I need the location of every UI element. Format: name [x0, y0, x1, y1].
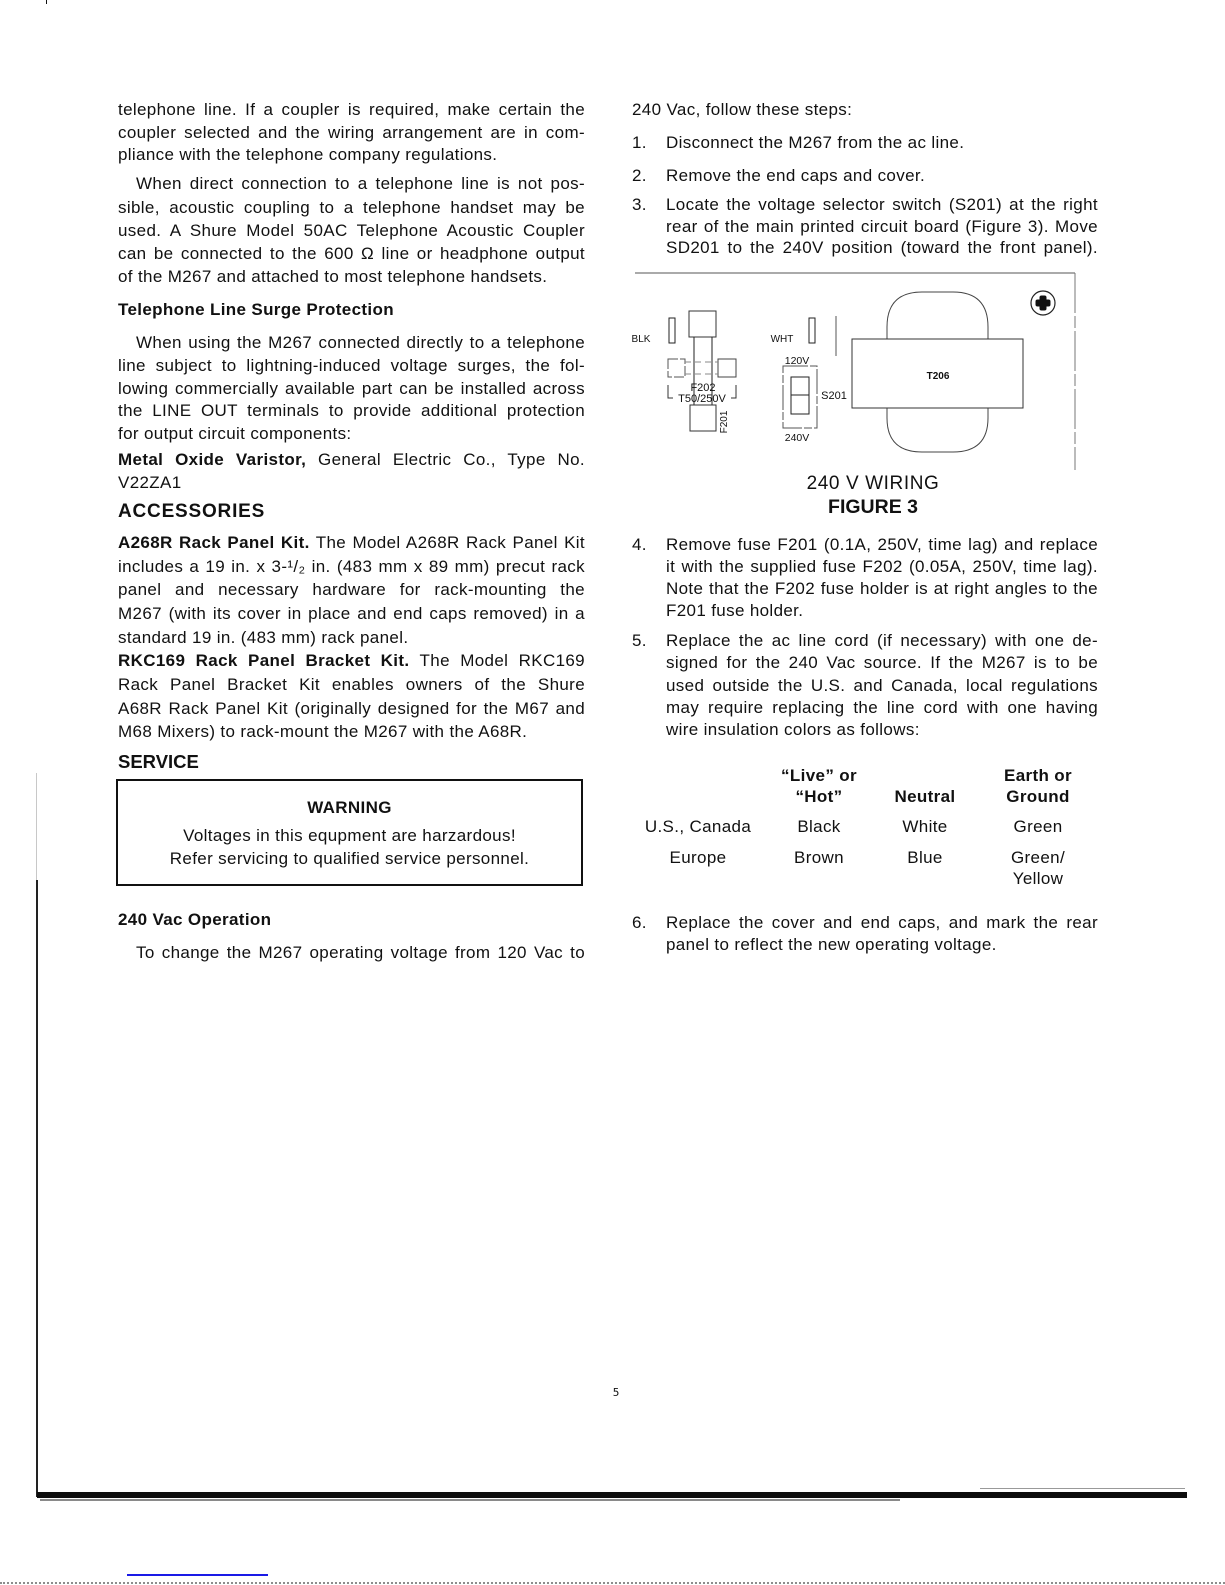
wiring-diagram-figure	[620, 265, 1090, 480]
step-text: used outside the U.S. and Canada, local regulations	[666, 676, 1098, 695]
header-neutral: Neutral	[894, 787, 956, 806]
accessories-heading: ACCESSORIES	[118, 501, 266, 522]
service-heading: SERVICE	[118, 751, 199, 772]
warning-text: Refer servicing to qualified service personnel.	[169, 849, 530, 868]
step-number: 5.	[632, 631, 647, 650]
step-text: Disconnect the M267 from the ac line.	[666, 133, 965, 152]
step-text: signed for the 240 Vac source. If the M267 is to be	[666, 653, 1098, 672]
warning-text: Voltages in this equpment are harzardous!	[183, 826, 516, 845]
f202-label: F202	[690, 382, 716, 394]
fuse-holder-f201	[689, 311, 716, 431]
top-tick-mark	[46, 0, 47, 4]
header-earth: Earth or	[1004, 766, 1072, 785]
region-cell: U.S., Canada	[644, 817, 752, 836]
step-text: Remove fuse F201 (0.1A, 250V, time lag) and replace	[666, 535, 1098, 554]
paragraph-line: for output circuit components:	[118, 423, 352, 443]
step-text: may require replacing the line cord with one having	[666, 698, 1098, 717]
paragraph-line: includes a 19 in. x 3-¹/₂ in. (483 mm x 89 mm) precut rack	[118, 556, 585, 576]
neutral-cell: Blue	[907, 848, 943, 867]
vac-operation-heading: 240 Vac Operation	[118, 910, 272, 929]
step-text: Note that the F202 fuse holder is at right angles to the	[666, 579, 1098, 598]
step-number: 2.	[632, 166, 647, 185]
left-margin-rule	[36, 880, 38, 1497]
step-text: wire insulation colors as follows:	[666, 720, 920, 739]
earth-cell: Yellow	[1012, 869, 1064, 888]
step-text: Replace the cover and end caps, and mark the rear	[666, 913, 1098, 932]
paragraph-line: M68 Mixers) to rack-mount the M267 with the A68R.	[118, 722, 528, 741]
header-live: “Live” or	[781, 766, 857, 785]
step-text: Locate the voltage selector switch (S201) at the right	[666, 195, 1098, 214]
paragraph-line: pliance with the telephone company regulations.	[118, 145, 498, 164]
page-number: 5	[612, 1386, 620, 1399]
header-earth: Ground	[1006, 787, 1070, 806]
240v-label: 240V	[784, 432, 810, 444]
region-cell: Europe	[669, 848, 727, 867]
step-number: 1.	[632, 133, 647, 152]
varistor-line	[118, 449, 585, 471]
step-text: Remove the end caps and cover.	[666, 166, 926, 185]
bottom-dotted-edge	[0, 1582, 1225, 1584]
blk-label: BLK	[631, 334, 651, 345]
paragraph-line: When using the M267 connected directly to a telephone	[136, 333, 585, 352]
screw-icon	[1031, 291, 1055, 315]
bottom-thick-rule	[37, 1492, 1187, 1498]
earth-cell: Green	[1013, 817, 1063, 836]
paragraph-line: standard 19 in. (483 mm) rack panel.	[118, 627, 409, 647]
a268r-line	[118, 532, 585, 554]
varistor-type-number: V22ZA1	[118, 473, 182, 492]
warning-title: WARNING	[307, 798, 392, 817]
step-text: rear of the main printed circuit board (Figure 3). Move	[666, 216, 1098, 236]
paragraph-line: To change the M267 operating voltage from 120 Vac to	[136, 943, 585, 962]
left-margin-rule-faint	[36, 773, 37, 880]
step-text: SD201 to the 240V position (toward the front panel).	[666, 238, 1098, 257]
step-text: F201 fuse holder.	[666, 601, 804, 620]
paragraph-line: Rack Panel Bracket Kit enables owners of the Shure	[118, 675, 585, 694]
paragraph-line: When direct connection to a telephone line is not pos-	[136, 174, 585, 193]
surge-protection-heading: Telephone Line Surge Protection	[118, 300, 394, 319]
live-cell: Brown	[794, 848, 844, 867]
header-live: “Hot”	[795, 787, 843, 806]
wht-label: WHT	[770, 334, 794, 345]
blue-scan-line	[127, 1574, 268, 1576]
blk-terminal	[669, 318, 675, 343]
bottom-rule-underline	[40, 1499, 900, 1501]
paragraph-line: line subject to lightning-induced voltage surges, the fol-	[118, 356, 585, 375]
f201-label: F201	[719, 410, 730, 434]
rkc169-line	[118, 650, 585, 672]
rkc169-term: RKC169 Rack Panel Bracket Kit.	[118, 651, 410, 670]
paragraph-line: sible, acoustic coupling to a telephone handset may be	[118, 197, 585, 217]
voltage-selector-switch	[783, 366, 817, 428]
neutral-cell: White	[902, 817, 948, 836]
earth-cell: Green/	[1010, 848, 1066, 867]
t206-label: T206	[926, 371, 950, 382]
paragraph-line: telephone line. If a coupler is required, make certain the	[118, 100, 585, 119]
paragraph-line: A68R Rack Panel Kit (originally designed for the M67 and	[118, 698, 585, 718]
paragraph-line: lowing commercially available part can be installed across	[118, 378, 585, 398]
fuse-holder-f202	[668, 359, 736, 377]
rkc169-description: The Model RKC169	[419, 651, 585, 670]
step-text: it with the supplied fuse F202 (0.05A, 250V, time lag).	[666, 557, 1098, 576]
step-text: panel to reflect the new operating voltage.	[666, 935, 997, 954]
figure-title: 240 V WIRING	[806, 473, 940, 494]
fuse-rating-label: T50/250V	[678, 393, 726, 405]
paragraph-line: panel and necessary hardware for rack-mounting the	[118, 580, 585, 599]
step-number: 6.	[632, 913, 647, 932]
paragraph-line: the LINE OUT terminals to provide additional protection	[118, 401, 585, 420]
figure-caption: FIGURE 3	[828, 496, 918, 518]
paragraph-line: of the M267 and attached to most telephone handsets.	[118, 267, 548, 286]
a268r-description: The Model A268R Rack Panel Kit	[315, 533, 585, 552]
s201-label: S201	[821, 390, 847, 402]
wht-terminal	[809, 318, 815, 343]
varistor-term: Metal Oxide Varistor,	[118, 450, 307, 469]
bottom-rule-shadow	[980, 1488, 1185, 1489]
paragraph-line: 240 Vac, follow these steps:	[632, 100, 853, 119]
a268r-term: A268R Rack Panel Kit.	[118, 533, 310, 552]
live-cell: Black	[797, 817, 841, 836]
120v-label: 120V	[784, 355, 810, 367]
paragraph-line: coupler selected and the wiring arrangement are in com-	[118, 122, 585, 142]
paragraph-line: M267 (with its cover in place and end caps removed) in a	[118, 604, 585, 623]
step-number: 4.	[632, 535, 647, 554]
varistor-description: General Electric Co., Type No.	[318, 450, 585, 469]
step-text: Replace the ac line cord (if necessary) with one de-	[666, 631, 1098, 650]
step-number: 3.	[632, 195, 647, 214]
paragraph-line: can be connected to the 600 Ω line or headphone output	[118, 244, 585, 263]
paragraph-line: used. A Shure Model 50AC Telephone Acoustic Coupler	[118, 221, 585, 240]
